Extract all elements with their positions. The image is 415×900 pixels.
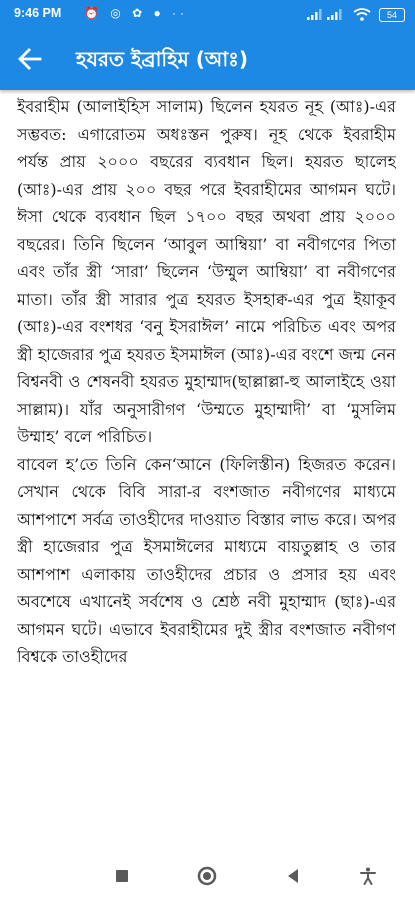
signal-icon [307,9,323,20]
article-content[interactable] [17,93,396,855]
accessibility-icon[interactable] [358,866,378,886]
system-nav-bar [0,852,415,900]
paragraph: বাবেল হ’তে তিনি কেন‘আনে (ফিলিস্তীন) হিজরত করেন। সেখান থেকে বিবি সারা-র বংশজাত নবীগণের মাধ্যমে আশপাশে সর্বত্র তাওহীদের দাওয়াত বিস্তার লাভ করে। অপর স্ত্রী হাজেরার পুত্র ইসমাঈলের মাধ্যমে বায়তুল্লাহ ও তার আশপাশ এলাকায় তাওহীদের প্রচার ও প্রসার হয় এবং অবশেষে এখানেই সর্বশেষ ও শ্রেষ্ঠ নবী মুহাম্মাদ (ছাঃ)-এর আগমন ঘটে। এভাবে ইবরাহীমের দুই স্ত্রীর বংশজাত নবীগণ বিশ্বকে তাওহীদের [17,454,396,666]
signal-icon-2 [327,9,343,20]
page-title: হযরত ইব্রাহিম (আঃ) [76,47,248,71]
notification-icons: ⏰ ◎ ✿ ● ·· [84,6,189,20]
wifi-icon [353,8,371,21]
recents-square-icon[interactable] [112,866,132,886]
paragraph: ইবরাহীম (আলাইহিস সালাম) ছিলেন হযরত নূহ (আঃ)-এর সম্ভবত: এগারোতম অধঃস্তন পুরুষ। নূহ থেকে ইবরাহীম পর্যন্ত প্রায় ২০০০ বছরের ব্যবধান ছিল। হযরত ছালেহ (আঃ)-এর প্রায় ২০০ বছর পরে ইবরাহীমের আগমন ঘটে। ঈসা থেকে ব্যবধান ছিল ১৭০০ বছর অথবা প্রায় ২০০০ বছরের। তিনি ছিলেন ‘আবুল আম্বিয়া’ বা নবীগণের পিতা এবং তাঁর স্ত্রী ‘সারা’ ছিলেন ‘উম্মুল আম্বিয়া’ বা নবীগণের মাতা। তাঁর স্ত্রী সারার পুত্র হযরত ইসহাক্ব-এর পুত্র ইয়াকূব (আঃ)-এর বংশধর ‘বনু ইসরাঈল’ নামে পরিচিত এবং অপর স্ত্রী হাজেরার পুত্র হযরত ইসমাঈল (আঃ)-এর বংশে জন্ম নেন বিশ্বনবী ও শেষনবী হযরত মুহাম্মাদ(ছাল্লাল্লা-হু আলাইহে ওয়া সাল্লাম)। যাঁর অনুসারীগণ ‘উম্মতে মুহাম্মাদী’ বা ‘মুসলিম উম্মাহ’ বলে পরিচিত। [17,97,396,446]
battery-icon: 54 [379,8,405,22]
status-time: 9:46 PM [14,6,62,20]
home-circle-icon[interactable] [197,866,217,886]
back-arrow-icon[interactable] [16,45,44,73]
back-triangle-icon[interactable] [283,866,303,886]
app-bar [0,28,415,90]
status-bar [0,0,415,28]
